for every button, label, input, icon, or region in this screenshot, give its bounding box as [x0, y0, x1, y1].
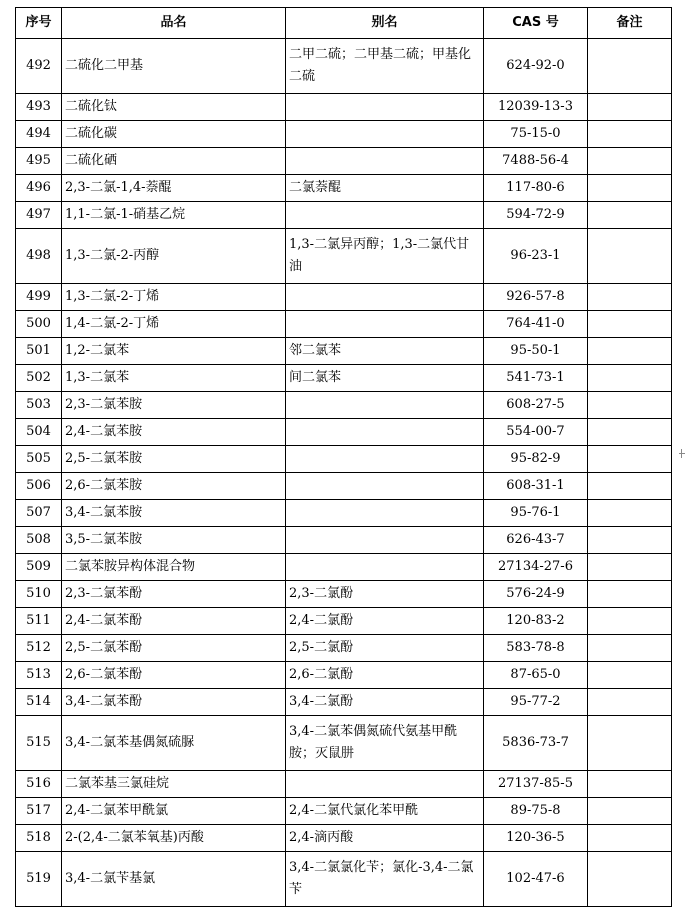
- cell-note: [588, 825, 672, 852]
- cell-cas: 583-78-8: [484, 635, 588, 662]
- cell-num: 506: [16, 473, 62, 500]
- table-row: [16, 121, 672, 148]
- cell-name: 2,5-二氯苯胺: [62, 446, 286, 473]
- cell-cas: 764-41-0: [484, 311, 588, 338]
- cell-alias: 2,4-二氯酚: [286, 608, 484, 635]
- cell-num: 519: [16, 852, 62, 907]
- plus-icon: [679, 449, 685, 458]
- cell-num: 500: [16, 311, 62, 338]
- table-row: [16, 365, 672, 392]
- cell-note: [588, 852, 672, 907]
- cell-note: [588, 148, 672, 175]
- table-row: [16, 500, 672, 527]
- cell-name: 2,3-二氯苯胺: [62, 392, 286, 419]
- cell-alias: 2,6-二氯酚: [286, 662, 484, 689]
- cell-alias: [286, 202, 484, 229]
- cell-cas: 926-57-8: [484, 284, 588, 311]
- table-row: [16, 284, 672, 311]
- cell-num: 508: [16, 527, 62, 554]
- header-num: 序号: [16, 8, 62, 39]
- cell-num: 510: [16, 581, 62, 608]
- cell-cas: 624-92-0: [484, 39, 588, 94]
- cell-name: 3,4-二氯苯胺: [62, 500, 286, 527]
- cell-note: [588, 338, 672, 365]
- cell-alias: [286, 148, 484, 175]
- cell-cas: 576-24-9: [484, 581, 588, 608]
- cell-note: [588, 39, 672, 94]
- cell-num: 495: [16, 148, 62, 175]
- cell-cas: 608-27-5: [484, 392, 588, 419]
- cell-cas: 75-15-0: [484, 121, 588, 148]
- cell-note: [588, 446, 672, 473]
- cell-num: 515: [16, 716, 62, 771]
- table-row: [16, 608, 672, 635]
- table-row: [16, 338, 672, 365]
- cell-cas: 95-76-1: [484, 500, 588, 527]
- cell-name: 二氯苯基三氯硅烷: [62, 771, 286, 798]
- cell-num: 499: [16, 284, 62, 311]
- cell-note: [588, 689, 672, 716]
- cell-cas: 554-00-7: [484, 419, 588, 446]
- table-row: [16, 825, 672, 852]
- cell-alias: [286, 527, 484, 554]
- table-row: [16, 446, 672, 473]
- cell-cas: 120-36-5: [484, 825, 588, 852]
- cell-cas: 102-47-6: [484, 852, 588, 907]
- table-row: [16, 852, 672, 907]
- cell-note: [588, 175, 672, 202]
- cell-name: 2,3-二氯苯酚: [62, 581, 286, 608]
- cell-cas: 608-31-1: [484, 473, 588, 500]
- cell-note: [588, 527, 672, 554]
- header-name: 品名: [62, 8, 286, 39]
- cell-name: 1,3-二氯苯: [62, 365, 286, 392]
- cell-alias: [286, 771, 484, 798]
- cell-num: 513: [16, 662, 62, 689]
- cell-cas: 7488-56-4: [484, 148, 588, 175]
- cell-note: [588, 662, 672, 689]
- cell-cas: 95-50-1: [484, 338, 588, 365]
- cell-alias: 1,3-二氯异丙醇；1,3-二氯代甘油: [286, 229, 484, 284]
- cell-name: 2-(2,4-二氯苯氧基)丙酸: [62, 825, 286, 852]
- cell-num: 504: [16, 419, 62, 446]
- cell-name: 2,4-二氯苯酚: [62, 608, 286, 635]
- cell-cas: 27137-85-5: [484, 771, 588, 798]
- cell-name: 1,1-二氯-1-硝基乙烷: [62, 202, 286, 229]
- cell-num: 497: [16, 202, 62, 229]
- table-row: [16, 202, 672, 229]
- header-note: 备注: [588, 8, 672, 39]
- cell-num: 503: [16, 392, 62, 419]
- cell-alias: 3,4-二氯氯化苄；氯化-3,4-二氯苄: [286, 852, 484, 907]
- cell-alias: 2,3-二氯酚: [286, 581, 484, 608]
- cell-cas: 27134-27-6: [484, 554, 588, 581]
- table-body: [16, 39, 672, 907]
- table-row: [16, 392, 672, 419]
- cell-num: 509: [16, 554, 62, 581]
- cell-alias: [286, 419, 484, 446]
- table-row: [16, 175, 672, 202]
- cell-name: 二硫化硒: [62, 148, 286, 175]
- cell-name: 二硫化二甲基: [62, 39, 286, 94]
- cell-alias: 2,4-滴丙酸: [286, 825, 484, 852]
- cell-num: 512: [16, 635, 62, 662]
- cell-note: [588, 365, 672, 392]
- cell-alias: 二氯萘醌: [286, 175, 484, 202]
- cell-name: 2,3-二氯-1,4-萘醌: [62, 175, 286, 202]
- cell-note: [588, 229, 672, 284]
- cell-note: [588, 500, 672, 527]
- table-row: [16, 771, 672, 798]
- cell-num: 501: [16, 338, 62, 365]
- cell-alias: [286, 473, 484, 500]
- table-row: [16, 94, 672, 121]
- cell-alias: [286, 500, 484, 527]
- cell-num: 496: [16, 175, 62, 202]
- cell-note: [588, 771, 672, 798]
- cell-alias: 邻二氯苯: [286, 338, 484, 365]
- cell-note: [588, 311, 672, 338]
- cell-name: 2,4-二氯苯胺: [62, 419, 286, 446]
- cell-num: 517: [16, 798, 62, 825]
- cell-alias: 2,4-二氯代氯化苯甲酰: [286, 798, 484, 825]
- table-row: [16, 662, 672, 689]
- cell-cas: 95-77-2: [484, 689, 588, 716]
- chemical-table: [15, 7, 672, 907]
- cell-cas: 541-73-1: [484, 365, 588, 392]
- cell-note: [588, 635, 672, 662]
- cell-cas: 12039-13-3: [484, 94, 588, 121]
- header-cas: CAS 号: [484, 8, 588, 39]
- cell-name: 3,5-二氯苯胺: [62, 527, 286, 554]
- cell-num: 492: [16, 39, 62, 94]
- cell-num: 514: [16, 689, 62, 716]
- cell-name: 二硫化碳: [62, 121, 286, 148]
- cell-name: 3,4-二氯苄基氯: [62, 852, 286, 907]
- cell-name: 1,2-二氯苯: [62, 338, 286, 365]
- header-row: [16, 8, 672, 39]
- table-row: [16, 473, 672, 500]
- cell-name: 1,4-二氯-2-丁烯: [62, 311, 286, 338]
- cell-cas: 89-75-8: [484, 798, 588, 825]
- cell-note: [588, 473, 672, 500]
- cell-note: [588, 121, 672, 148]
- cell-alias: 间二氯苯: [286, 365, 484, 392]
- cell-num: 511: [16, 608, 62, 635]
- cell-num: 518: [16, 825, 62, 852]
- cell-name: 3,4-二氯苯酚: [62, 689, 286, 716]
- table-row: [16, 419, 672, 446]
- cell-alias: [286, 121, 484, 148]
- table-row: [16, 554, 672, 581]
- cell-name: 3,4-二氯苯基偶氮硫脲: [62, 716, 286, 771]
- cell-note: [588, 716, 672, 771]
- header-alias: 别名: [286, 8, 484, 39]
- cell-name: 1,3-二氯-2-丙醇: [62, 229, 286, 284]
- cell-alias: [286, 446, 484, 473]
- cell-name: 二硫化钛: [62, 94, 286, 121]
- table-row: [16, 39, 672, 94]
- table-row: [16, 798, 672, 825]
- table-row: [16, 311, 672, 338]
- table-row: [16, 229, 672, 284]
- cell-note: [588, 554, 672, 581]
- cell-alias: [286, 284, 484, 311]
- cell-alias: 二甲二硫；二甲基二硫；甲基化二硫: [286, 39, 484, 94]
- cell-num: 493: [16, 94, 62, 121]
- table-row: [16, 689, 672, 716]
- cell-note: [588, 202, 672, 229]
- cell-note: [588, 581, 672, 608]
- cell-num: 494: [16, 121, 62, 148]
- table-row: [16, 148, 672, 175]
- cell-alias: [286, 392, 484, 419]
- cell-name: 2,5-二氯苯酚: [62, 635, 286, 662]
- cell-name: 2,6-二氯苯酚: [62, 662, 286, 689]
- cell-alias: [286, 554, 484, 581]
- cell-note: [588, 94, 672, 121]
- cell-num: 505: [16, 446, 62, 473]
- cell-name: 1,3-二氯-2-丁烯: [62, 284, 286, 311]
- cell-cas: 117-80-6: [484, 175, 588, 202]
- cell-note: [588, 392, 672, 419]
- cell-cas: 5836-73-7: [484, 716, 588, 771]
- table-row: [16, 716, 672, 771]
- cell-alias: 2,5-二氯酚: [286, 635, 484, 662]
- cell-name: 二氯苯胺异构体混合物: [62, 554, 286, 581]
- cell-num: 498: [16, 229, 62, 284]
- cell-cas: 594-72-9: [484, 202, 588, 229]
- cell-cas: 120-83-2: [484, 608, 588, 635]
- cell-note: [588, 608, 672, 635]
- cell-alias: [286, 311, 484, 338]
- table-row: [16, 635, 672, 662]
- cell-name: 2,4-二氯苯甲酰氯: [62, 798, 286, 825]
- cell-alias: 3,4-二氯酚: [286, 689, 484, 716]
- cell-num: 516: [16, 771, 62, 798]
- cell-note: [588, 798, 672, 825]
- cell-num: 502: [16, 365, 62, 392]
- cell-alias: 3,4-二氯苯偶氮硫代氨基甲酰胺；灭鼠肼: [286, 716, 484, 771]
- cell-cas: 95-82-9: [484, 446, 588, 473]
- cell-cas: 626-43-7: [484, 527, 588, 554]
- cell-note: [588, 284, 672, 311]
- cell-note: [588, 419, 672, 446]
- cell-num: 507: [16, 500, 62, 527]
- cell-cas: 96-23-1: [484, 229, 588, 284]
- table-row: [16, 527, 672, 554]
- cell-alias: [286, 94, 484, 121]
- cell-name: 2,6-二氯苯胺: [62, 473, 286, 500]
- table-row: [16, 581, 672, 608]
- cell-cas: 87-65-0: [484, 662, 588, 689]
